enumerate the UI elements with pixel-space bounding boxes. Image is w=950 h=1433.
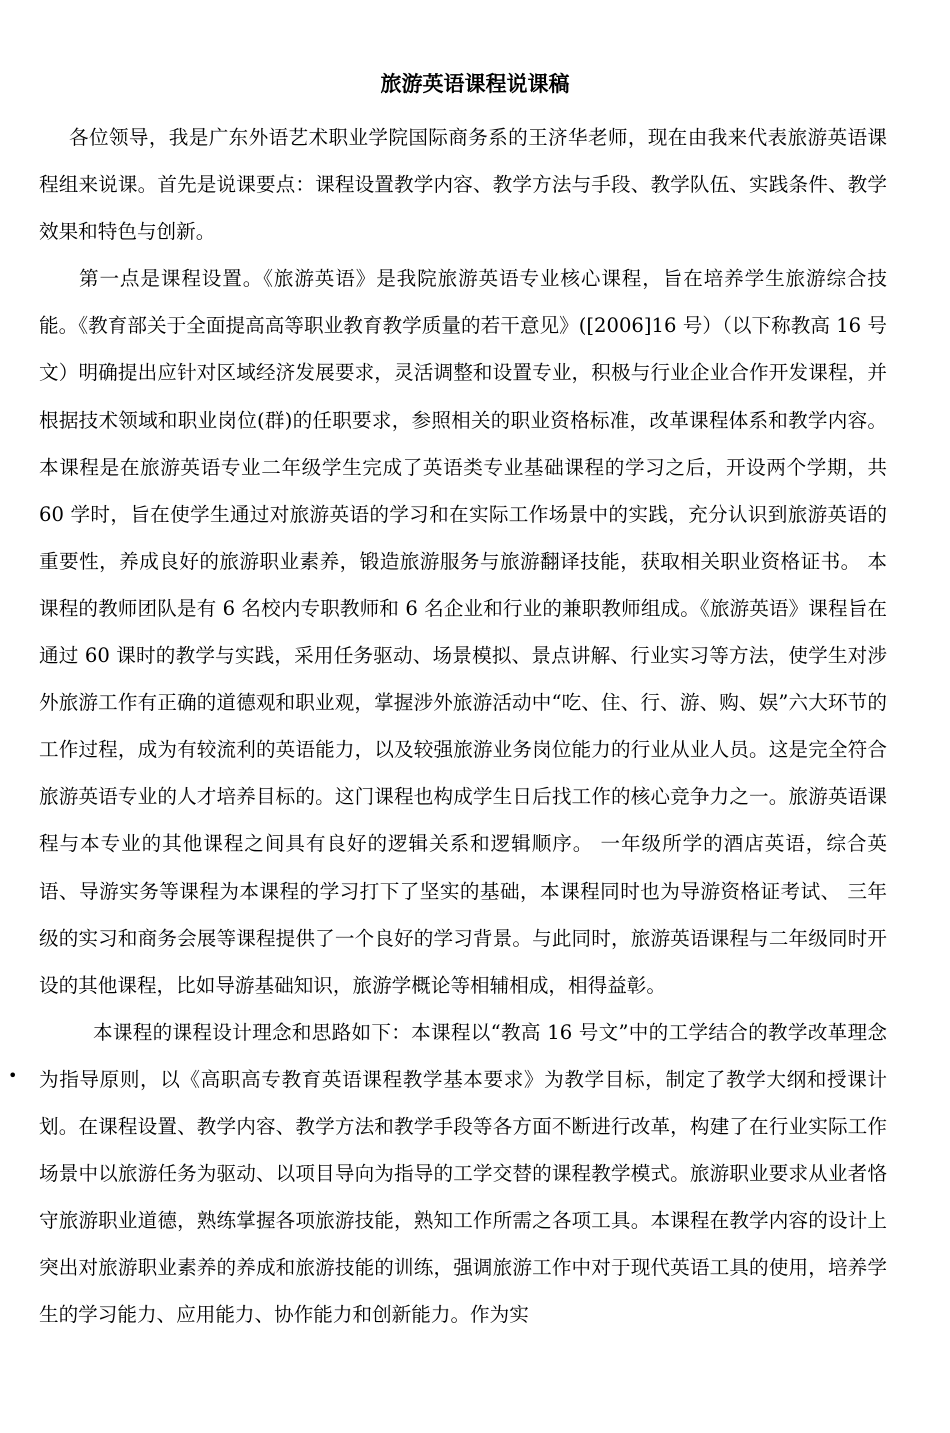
paragraph-design-concept: 本课程的课程设计理念和思路如下：本课程以“教高 16 号文”中的工学结合的教学改革理念为指导原则，以《高职高专教育英语课程教学基本要求》为教学目标，制定了教学大纲和授课计划。在课程设置、教学内容、教学方法和教学手段等各方面不断进行改革，构建了在行业实际工作场景中以旅游任务为驱动、以项目导向为指导的工学交替的课程教学模式。旅游职业要求从业者恪守旅游职业道德，熟练掌握各项旅游技能，熟知工作所需之各项工具。本课程在教学内容的设计上突出对旅游职业素养的养成和旅游技能的训练，强调旅游工作中对于现代英语工具的使用，培养学生的学习能力、应用能力、协作能力和创新能力。作为实 [39,1020,887,1327]
list-bullet: • [8,1066,18,1085]
document-title: 旅游英语课程说课稿 [380,71,570,96]
document-body [39,114,887,1338]
paragraph-intro: 各位领导，我是广东外语艺术职业学院国际商务系的王济华老师，现在由我来代表旅游英语课程组来说课。首先是说课要点：课程设置教学内容、教学方法与手段、教学队伍、实践条件、教学效果和特色与创新。 [39,126,887,244]
paragraph-course-setting: 第一点是课程设置。《旅游英语》是我院旅游英语专业核心课程，旨在培养学生旅游综合技能。《教育部关于全面提高高等职业教育教学质量的若干意见》([2006]16 号）（以下称教高 16 号文）明确提出应针对区域经济发展要求，灵活调整和设置专业，积极与行业企业合作开发课程，并根据技术领域和职业岗位(群)的任职要求，参照相关的职业资格标准，改革课程体系和教学内容。本课程是在旅游英语专业二年级学生完成了英语类专业基础课程的学习之后，开设两个学期，共 60 学时，旨在使学生通过对旅游英语的学习和在实际工作场景中的实践，充分认识到旅游英语的重要性，养成良好的旅游职业素养，锻造旅游服务与旅游翻译技能，获取相关职业资格证书。 本课程的教师团队是有 6 名校内专职教师和 6 名企业和行业的兼职教师组成。《旅游英语》课程旨在通过 60 课时的教学与实践，采用任务驱动、场景模拟、景点讲解、行业实习等方法，使学生对涉外旅游工作有正确的道德观和职业观，掌握涉外旅游活动中“吃、住、行、游、购、娱”六大环节的工作过程，成为有较流利的英语能力，以及较强旅游业务岗位能力的行业从业人员。这是完全符合旅游英语专业的人才培养目标的。这门课程也构成学生日后找工作的核心竞争力之一。旅游英语课程与本专业的其他课程之间具有良好的逻辑关系和逻辑顺序。 一年级所学的酒店英语，综合英语、导游实务等课程为本课程的学习打下了坚实的基础，本课程同时也为导游资格证考试、 三年级的实习和商务会展等课程提供了一个良好的学习背景。与此同时，旅游英语课程与二年级同时开设的其他课程，比如导游基础知识，旅游学概论等相辅相成，相得益彰。 [39,267,887,997]
